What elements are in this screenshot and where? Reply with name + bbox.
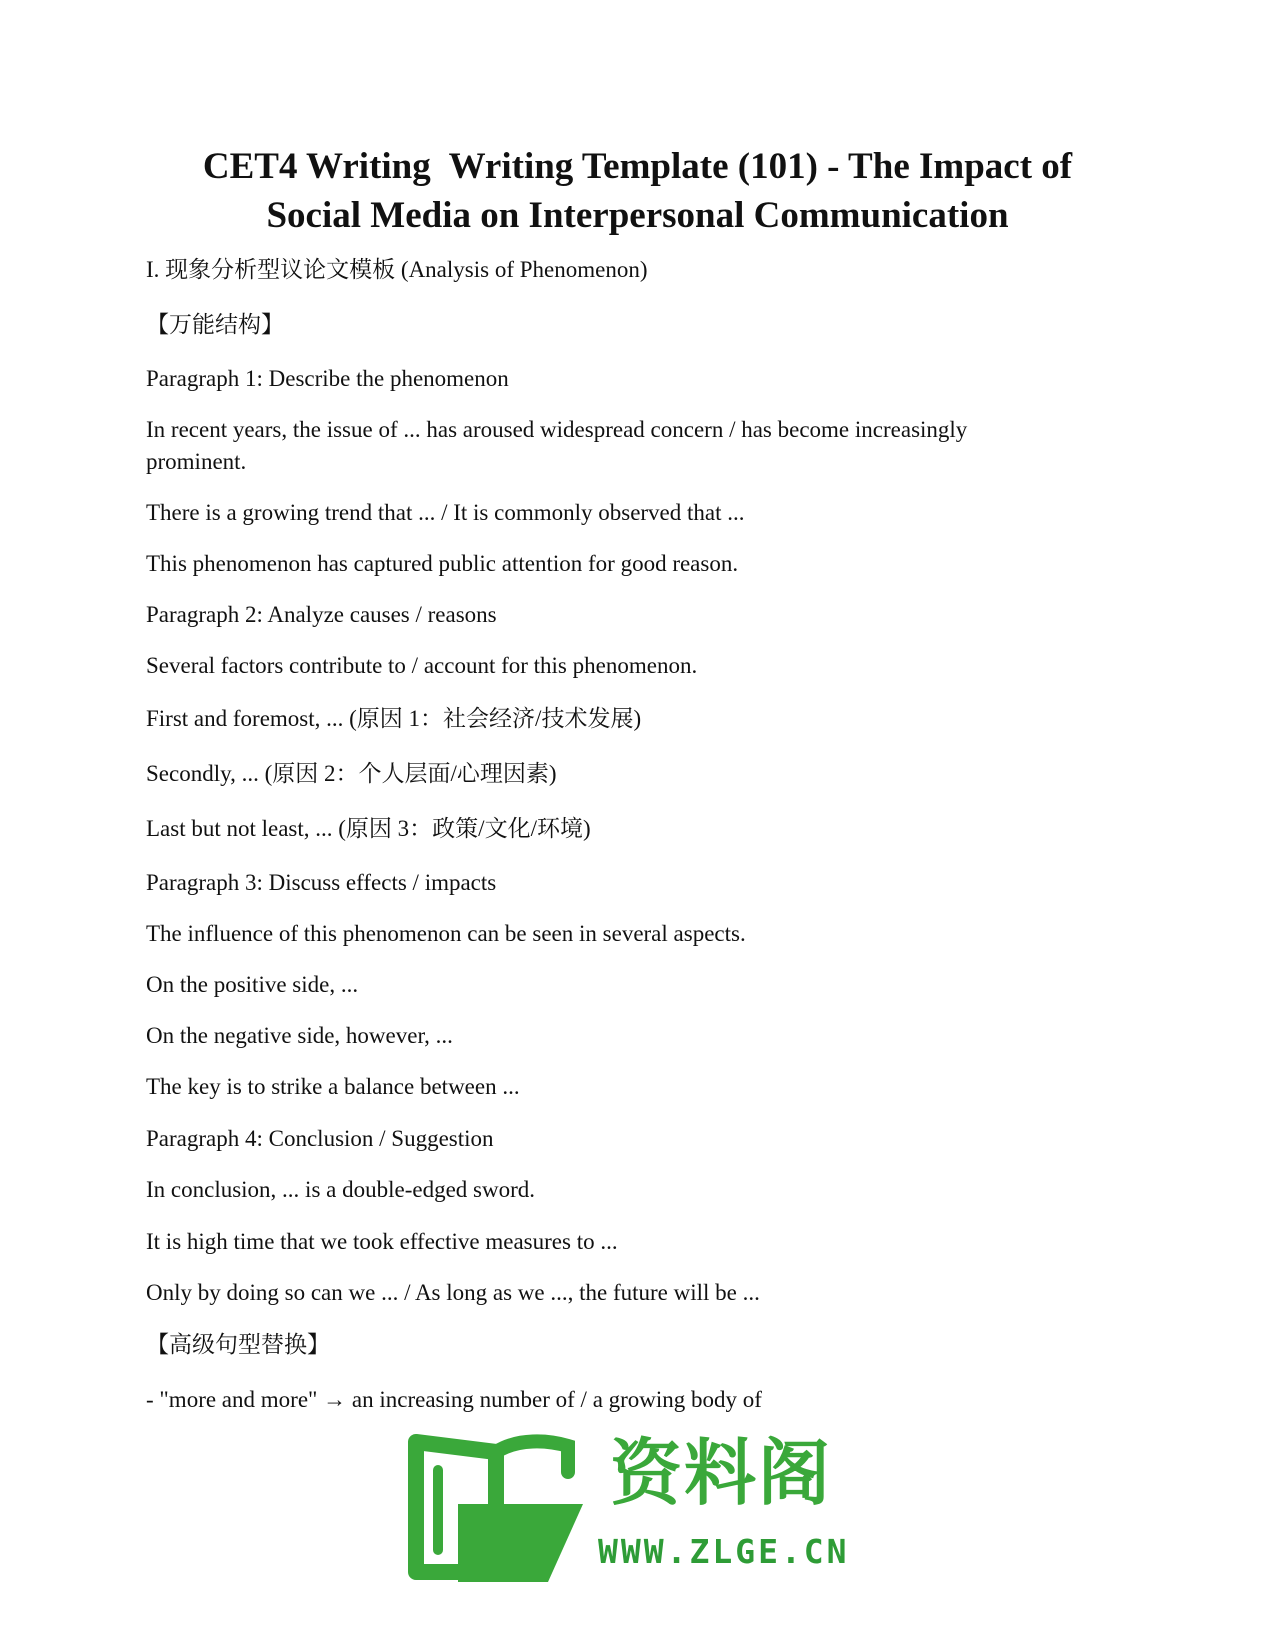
paragraph-1-heading: Paragraph 1: Describe the phenomenon xyxy=(146,366,509,391)
paragraph-3-heading: Paragraph 3: Discuss effects / impacts xyxy=(146,870,497,895)
template-line: In conclusion, ... is a double-edged sword. xyxy=(146,1177,536,1202)
document-title xyxy=(150,142,1125,240)
template-line: First and foremost, ... (原因 1：社会经济/技术发展) xyxy=(146,706,642,731)
watermark-url: WWW.ZLGE.CN xyxy=(598,1532,850,1571)
template-line: Secondly, ... (原因 2：个人层面/心理因素) xyxy=(146,761,557,786)
template-line: Only by doing so can we ... / As long as we ..., the future will be ... xyxy=(146,1280,760,1305)
template-line: - "more and more" → an increasing number of / a growing body of xyxy=(146,1387,762,1412)
template-line: On the negative side, however, ... xyxy=(146,1023,453,1048)
watermark-brand: 资料阁 xyxy=(610,1431,833,1515)
open-book-icon xyxy=(398,1432,598,1592)
structure-heading: 【万能结构】 xyxy=(146,312,284,337)
advanced-sentences-heading: 【高级句型替换】 xyxy=(146,1332,330,1357)
title-line-2: Social Media on Interpersonal Communication xyxy=(266,195,1009,236)
template-line: The key is to strike a balance between ... xyxy=(146,1074,520,1099)
template-line: This phenomenon has captured public attention for good reason. xyxy=(146,551,739,576)
watermark xyxy=(398,1432,858,1592)
template-line: On the positive side, ... xyxy=(146,972,359,997)
template-line: Last but not least, ... (原因 3：政策/文化/环境) xyxy=(146,816,591,841)
paragraph-4-heading: Paragraph 4: Conclusion / Suggestion xyxy=(146,1126,494,1151)
template-line: There is a growing trend that ... / It is commonly observed that ... xyxy=(146,500,745,525)
template-line: In recent years, the issue of ... has aroused widespread concern / has become increasingly prominent. xyxy=(146,417,968,474)
section-heading: I. 现象分析型议论文模板 (Analysis of Phenomenon) xyxy=(146,257,648,282)
template-line: It is high time that we took effective measures to ... xyxy=(146,1229,618,1254)
title-line-1: CET4 Writing Writing Template (101) - The Impact of xyxy=(202,146,1073,187)
paragraph-2-heading: Paragraph 2: Analyze causes / reasons xyxy=(146,602,497,627)
template-line: The influence of this phenomenon can be seen in several aspects. xyxy=(146,921,746,946)
template-line: Several factors contribute to / account for this phenomenon. xyxy=(146,653,698,678)
